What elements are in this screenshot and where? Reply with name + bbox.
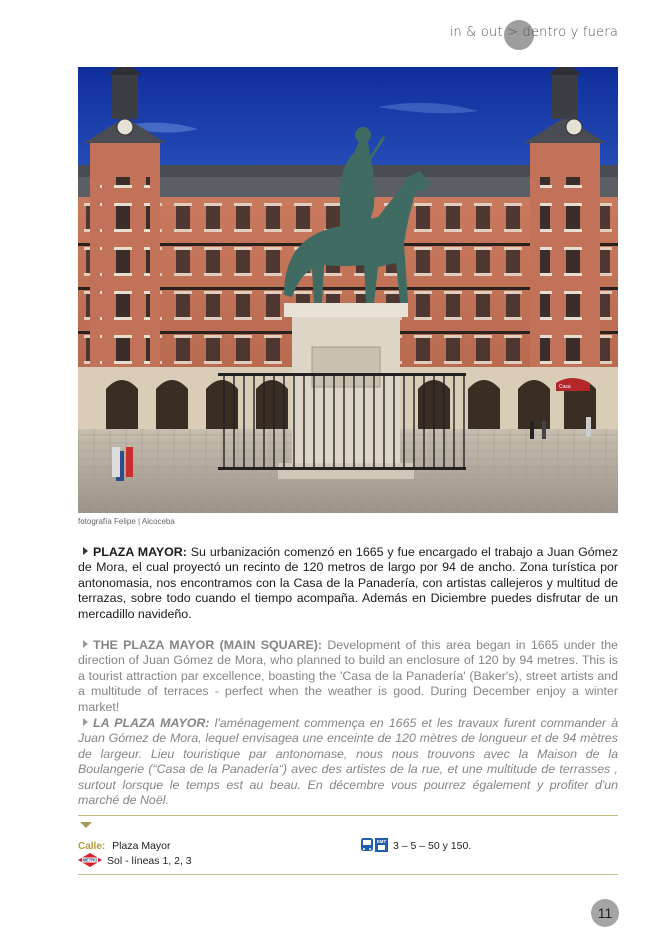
section-french xyxy=(78,716,618,808)
section-spanish xyxy=(78,545,618,622)
emt-badge-text: EMT xyxy=(376,839,387,844)
bus-icon xyxy=(361,838,373,851)
bullet-arrow-icon xyxy=(83,718,88,726)
section-french-title: LA PLAZA MAYOR: xyxy=(93,716,210,730)
section-english-body: Development of this area began in 1665 under the direction of Juan Gómez de Mora, who planned to build an enclosure of 120 by 94 metres. This is a tourist attraction par excellence, boasting the 'Casa de la Panadería' (Baker's), street artists and a multitude of terraces - perfect when the weather is good. During December enjoy a winter market! xyxy=(78,638,619,714)
street-label: Calle: xyxy=(78,841,106,852)
bus-value: 3 – 5 – 50 y 150. xyxy=(393,840,472,852)
emt-icon xyxy=(375,838,388,852)
section-french-body: l'aménagement commença en 1665 et les travaux furent commander à Juan Gómez de Mora, lequel envisagea une enceinte de 120 mètres de longueur et de 94 mètres de largeur. Lieu touristique par antonomase, nous nous trouvons avec la Maison de la Boulangerie (“Casa de la Panadería“) avec des artistes de la rue, et une multitude de terrasses , surtout lorsque le temps est au beau. En décembre vous pourrez également y profiter d'un marché de Noël. xyxy=(78,716,618,808)
bus-icons xyxy=(360,837,390,858)
header-brand: in & out > dentro y fuera xyxy=(449,25,618,40)
section-english xyxy=(78,638,618,715)
info-divider-top xyxy=(78,815,618,816)
balcony-sign-text: Casa xyxy=(559,384,571,390)
plaza-mayor-photo xyxy=(78,67,618,513)
street-value: Plaza Mayor xyxy=(112,840,171,852)
metro-value: Sol - líneas 1, 2, 3 xyxy=(107,855,192,867)
section-english-title: THE PLAZA MAYOR (MAIN SQUARE): xyxy=(93,638,322,652)
bullet-arrow-icon xyxy=(83,547,88,555)
metro-logo-text: METRO xyxy=(82,857,98,863)
section-spanish-body: Su urbanización comenzó en 1665 y fue encargado el trabajo a Juan Gómez de Mora, el cual proyectó un recinto de 120 metros de largo por 94 de ancho. Zona turística por antonomasia, nos encontramos con la Casa de la Panadería, con artistas callejeros y multitud de terrazas, sobre todo cuando el tiempo acompaña. Además en Diciembre puedes disfrutar de un mercadillo navideño. xyxy=(78,545,619,621)
page-header xyxy=(449,20,618,48)
info-street xyxy=(78,840,171,852)
metro-logo-icon xyxy=(78,853,102,872)
page-number: 11 xyxy=(591,899,619,927)
bullet-arrow-icon xyxy=(83,640,88,648)
photo-credit: fotografía Felipe | Alcoceba xyxy=(78,517,175,526)
info-divider-bottom xyxy=(78,874,618,875)
triangle-down-icon xyxy=(80,822,92,828)
section-spanish-title: PLAZA MAYOR: xyxy=(93,545,187,559)
